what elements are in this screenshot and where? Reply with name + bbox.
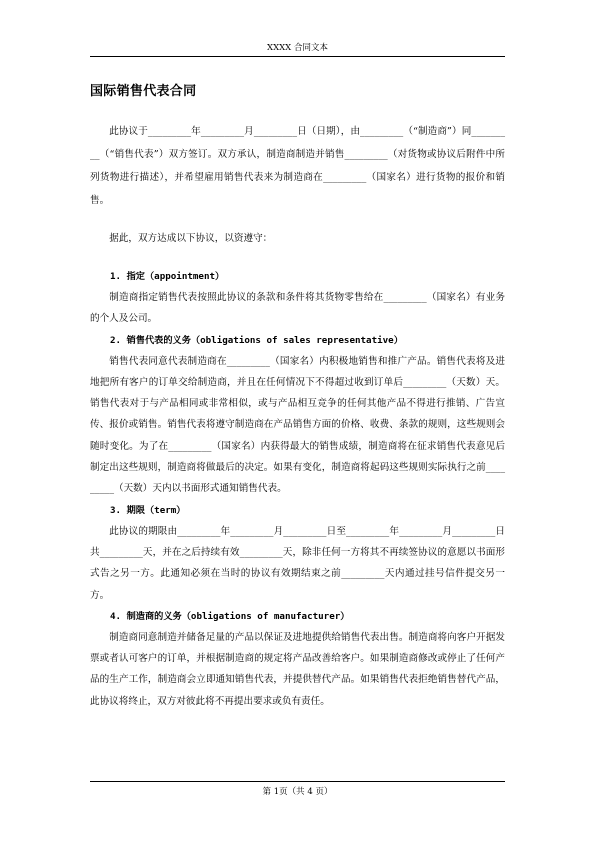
section-heading-sales-rep-obligations: 2. 销售代表的义务（obligations of sales representative）: [110, 334, 403, 346]
section-heading-appointment: 1. 指定（appointment）: [110, 271, 225, 282]
intro-paragraph: 此协议于_________年_________月_________日（日期），由_________（“制造商”）同_________（“销售代表”）双方签订。双方承认，制造商制造并销售_________（对货物或协议后附件中所列货物进行描述），并希望雇用销售代表来为制造商在_________（国家名）进行货物的报价和销售。: [90, 126, 505, 206]
preamble-paragraph: 据此，双方达成以下协议，以资遵守：: [109, 233, 273, 244]
document-title: 国际销售代表合同: [90, 84, 197, 99]
section-text-appointment: 制造商指定销售代表按照此协议的条款和条件将其货物零售给在_________（国家名）有业务的个人及公司。: [90, 292, 505, 325]
section-heading-term: 3. 期限（term）: [110, 504, 186, 516]
section-text-term: 此协议的期限由_________年_________月_________日至_________年_________月_________日共_________天，并在之后持续有效_________天，除非任何一方将其不再续签协议的意愿以书面形式告之另一方。此通知必须在当时的协议有效期结束之前_________天内通过挂号信件提交另一方。: [90, 525, 505, 601]
document-body: [90, 120, 505, 712]
section-text-sales-rep-obligations: 销售代表同意代表制造商在_________（国家名）内积极地销售和推广产品。销售代表将及进地把所有客户的订单交给制造商，并且在任何情况下不得超过收到订单后_________（天数）天。销售代表对于与产品相同或非常相似，或与产品相互竞争的任何其他产品不得进行推销、广告宣传、报价或销售。销售代表将遵守制造商在产品销售方面的价格、收费、条款的规则，这些规则会随时变化。为了在_________（国家名）内获得最大的销售成绩，制造商将在征求销售代表意见后制定出这些规则，制造商将做最后的决定。如果有变化，制造商将起码这些规则实际执行之前_________（天数）天内以书面形式通知销售代表。: [90, 355, 505, 495]
running-header: [90, 41, 505, 57]
section-heading-manufacturer-obligations: 4. 制造商的义务（obligations of manufacturer）: [110, 610, 350, 622]
header-title: XXXX 合同文本: [267, 43, 328, 53]
page-number: 第 1页（共 4 页）: [262, 787, 333, 797]
section-text-manufacturer-obligations: 制造商同意制造并储备足量的产品以保证及进地提供给销售代表出售。制造商将向客户开据发票或者认可客户的订单，并根据制造商的规定将产品改善给客户。如果制造商修改或停止了任何产品的生产工作，制造商会立即通知销售代表，并提供替代产品。如果销售代表拒绝销售替代产品，此协议将终止，双方对彼此将不再提出要求或负有责任。: [90, 631, 505, 707]
page-footer: [90, 781, 505, 797]
